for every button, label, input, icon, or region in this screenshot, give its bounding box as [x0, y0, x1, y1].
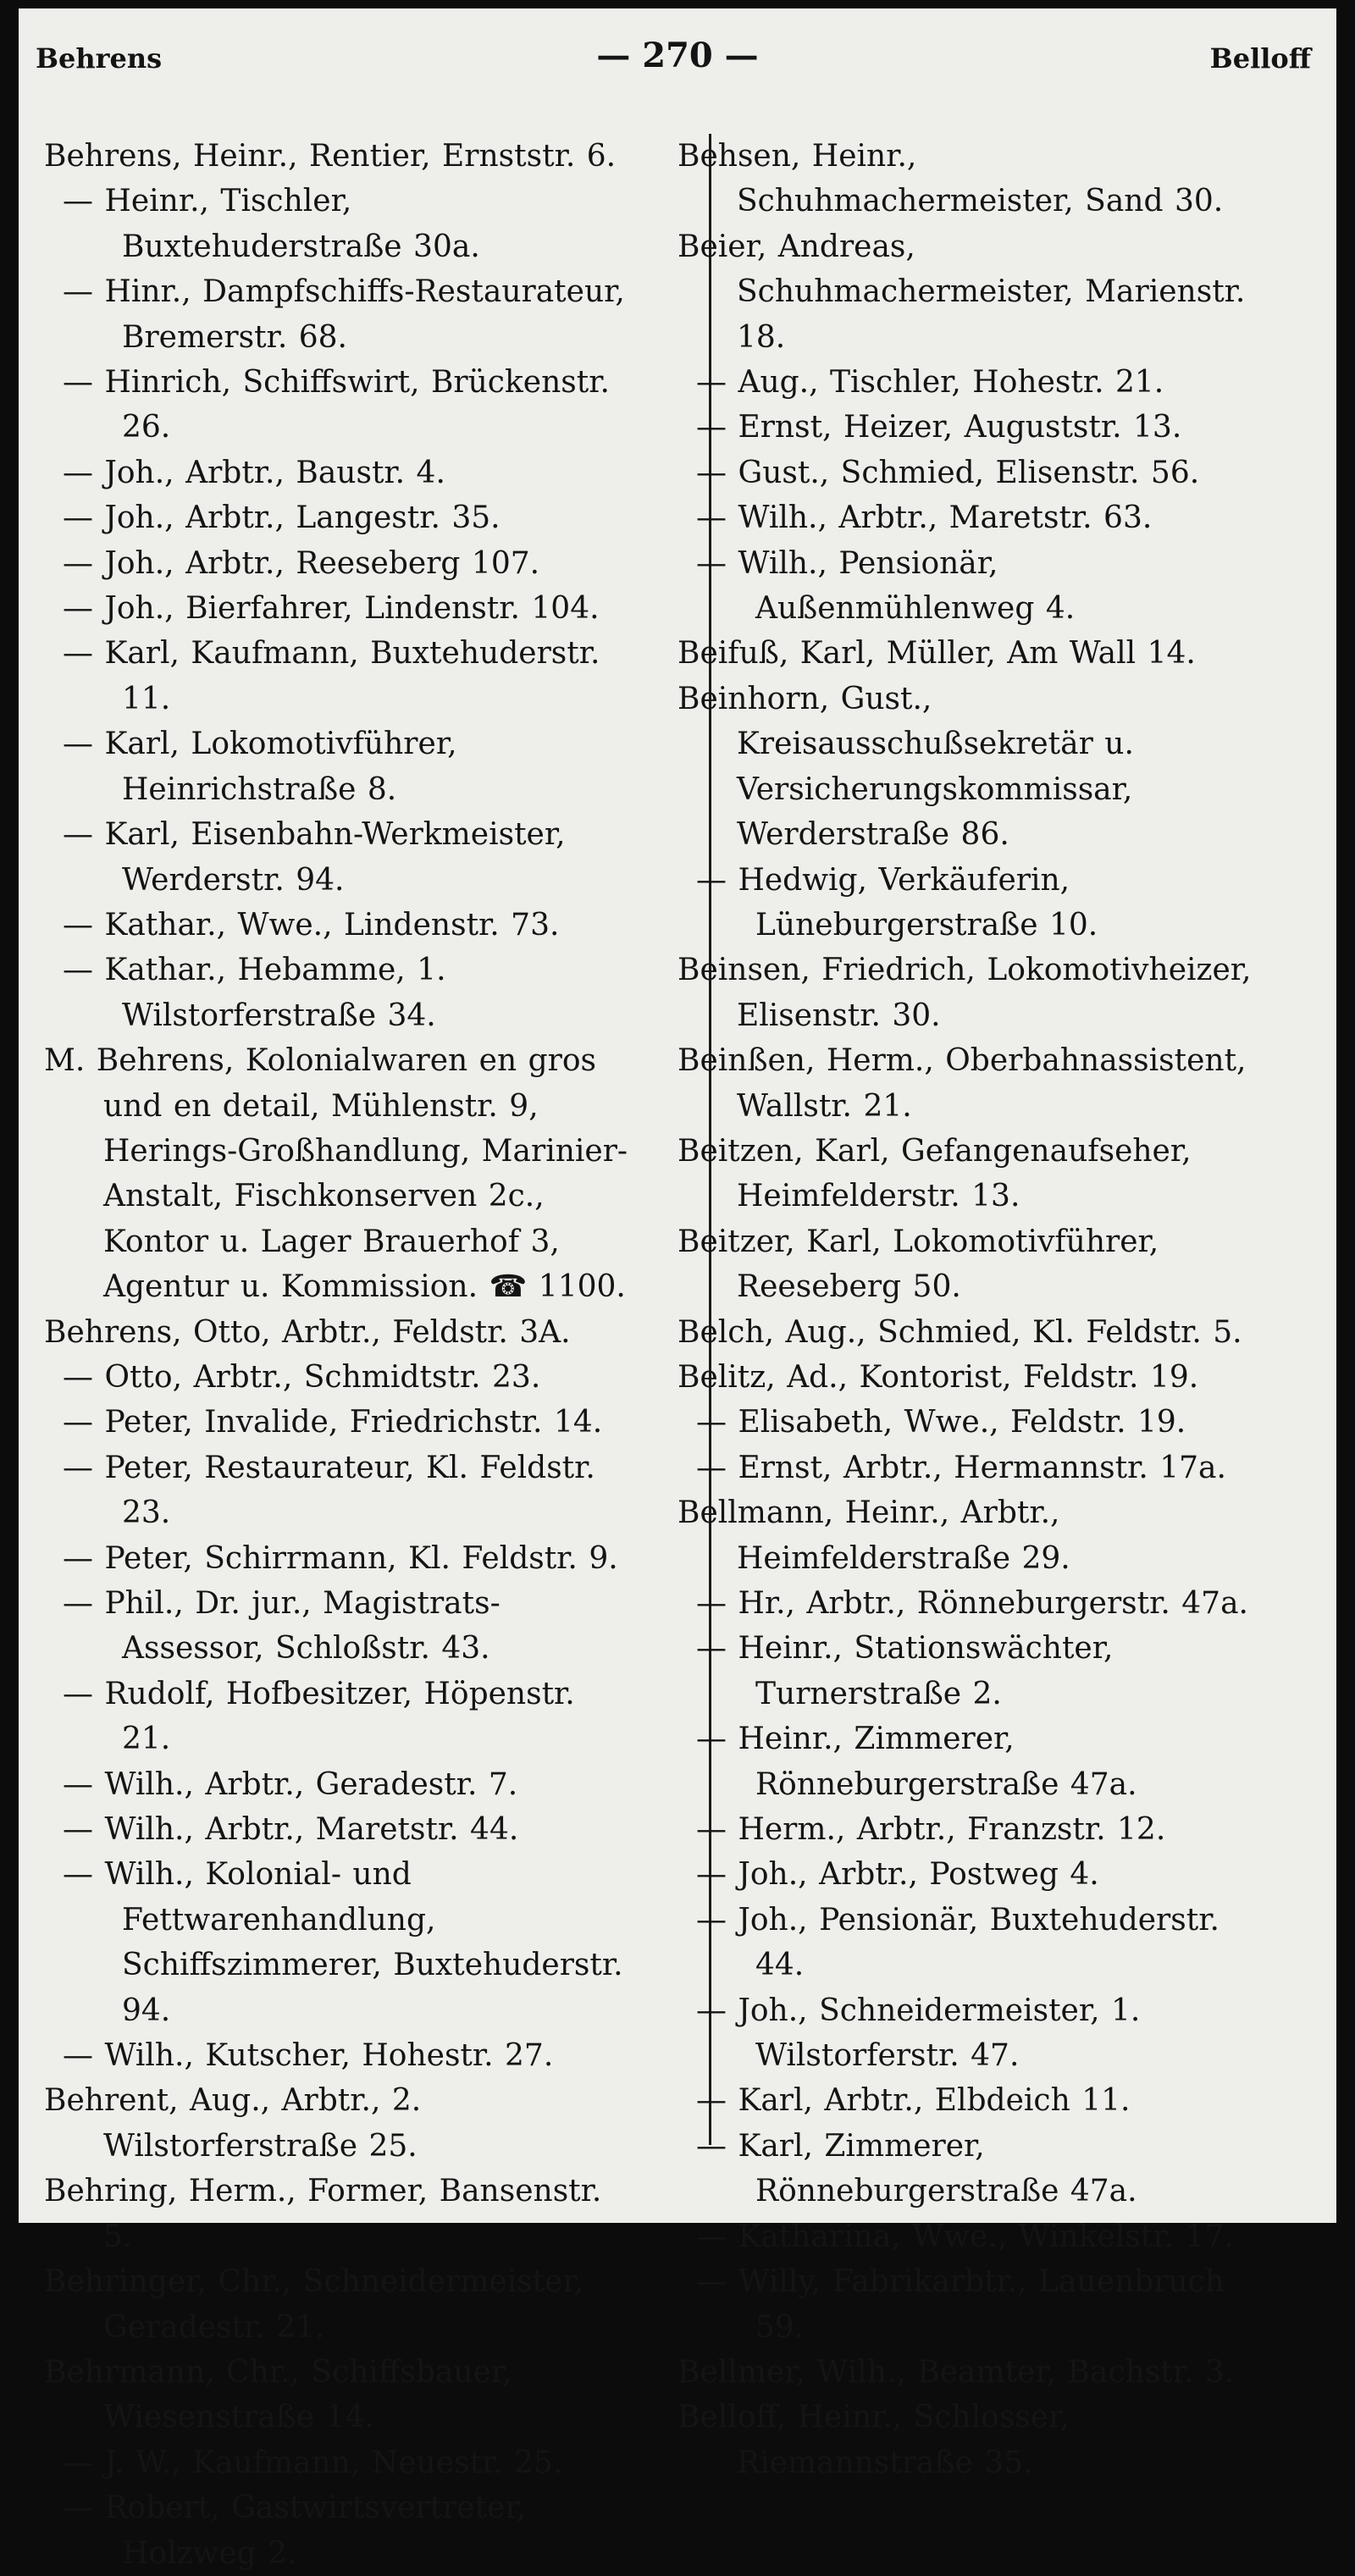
directory-entry: Beinsen, Friedrich, Lokomotivheizer, Elisenstr. 30.	[678, 953, 1252, 1033]
directory-entry: — Joh., Arbtr., Baustr. 4.	[63, 455, 445, 490]
directory-entry: — Joh., Arbtr., Reeseberg 107.	[63, 545, 540, 581]
directory-entry: Belitz, Ad., Kontorist, Feldstr. 19.	[678, 1359, 1199, 1395]
directory-entry: Bellmer, Wilh., Beamter, Bachstr. 3.	[678, 2354, 1235, 2390]
directory-entry: Behringer, Chr., Schneidermeister, Geradestr. 21.	[44, 2264, 584, 2345]
directory-entry: — Peter, Schirrmann, Kl. Feldstr. 9.	[63, 1540, 618, 1576]
directory-entry: — Hinrich, Schiffswirt, Brückenstr. 26.	[63, 365, 610, 445]
directory-entry: — Hr., Arbtr., Rönneburgerstr. 47a.	[696, 1586, 1248, 1621]
directory-entry: — Wilh., Arbtr., Geradestr. 7.	[63, 1766, 518, 1802]
directory-entry: — Peter, Restaurateur, Kl. Feldstr. 23.	[63, 1450, 595, 1531]
directory-entry: Beier, Andreas, Schuhmachermeister, Marienstr. 18.	[678, 229, 1246, 355]
directory-entry: — Robert, Gastwirtsvertreter, Holzweg 2.	[63, 2490, 527, 2571]
directory-entry: Beinhorn, Gust., Kreisausschußsekretär u. Versicherungskommissar, Werderstraße 86.	[678, 681, 1134, 853]
directory-entry: Behrens, Otto, Arbtr., Feldstr. 3A.	[44, 1314, 571, 1350]
directory-entry: — Wilh., Kolonial- und Fettwarenhandlung, Schiffszimmerer, Buxtehuderstr. 94.	[63, 1857, 623, 2028]
directory-entry: — Wilh., Arbtr., Maretstr. 63.	[696, 500, 1153, 536]
directory-entry: — Herm., Arbtr., Franzstr. 12.	[696, 1812, 1166, 1848]
directory-entry: — Karl, Arbtr., Elbdeich 11.	[696, 2083, 1131, 2119]
directory-entry: — Kathar., Wwe., Lindenstr. 73.	[63, 907, 560, 943]
directory-entry: Behsen, Heinr., Schuhmachermeister, Sand 30.	[678, 139, 1224, 219]
page-number: — 270 —	[596, 36, 759, 75]
directory-entry: Beitzen, Karl, Gefangenaufseher, Heimfelderstr. 13.	[678, 1133, 1192, 1214]
directory-entry: — Phil., Dr. jur., Magistrats-Assessor, Schloßstr. 43.	[63, 1586, 501, 1667]
directory-entry: Bellmann, Heinr., Arbtr., Heimfelderstraße 29.	[678, 1495, 1070, 1576]
directory-entry: — Wilh., Pensionär, Außenmühlenweg 4.	[696, 545, 1076, 627]
directory-entry: — Joh., Arbtr., Postweg 4.	[696, 1857, 1099, 1893]
directory-entry: — Joh., Arbtr., Langestr. 35.	[63, 500, 501, 536]
directory-entry: — Heinr., Zimmerer, Rönneburgerstraße 47a.	[696, 1722, 1137, 1802]
directory-page	[19, 8, 1336, 2571]
directory-entry: — Heinr., Stationswächter, Turnerstraße 2.	[696, 1631, 1114, 1711]
directory-entry: — Elisabeth, Wwe., Feldstr. 19.	[696, 1405, 1186, 1440]
directory-entry: — Hedwig, Verkäuferin, Lüneburgerstraße 10.	[696, 862, 1098, 943]
directory-entry: — Otto, Arbtr., Schmidtstr. 23.	[63, 1359, 541, 1395]
directory-entry: — Kathar., Hebamme, 1. Wilstorferstraße 34.	[63, 953, 446, 1033]
directory-entry: — Wilh., Arbtr., Maretstr. 44.	[63, 1812, 519, 1848]
directory-entry: Beitzer, Karl, Lokomotivführer, Reeseberg 50.	[678, 1224, 1159, 1305]
running-head-right: Belloff	[1209, 42, 1311, 75]
directory-entry: — Heinr., Tischler, Buxtehuderstraße 30a.	[63, 184, 480, 264]
directory-entry: Belloff, Heinr., Schlosser, Riemannstraße 35.	[678, 2400, 1070, 2480]
directory-entry: — Karl, Lokomotivführer, Heinrichstraße 8.	[63, 727, 457, 807]
directory-entry: — Hinr., Dampfschiffs-Restaurateur, Bremerstr. 68.	[63, 274, 625, 355]
directory-entry: Beinßen, Herm., Oberbahnassistent, Wallstr. 21.	[678, 1043, 1247, 1124]
directory-entry: — Wilh., Kutscher, Hohestr. 27.	[63, 2038, 554, 2074]
directory-entry: — Katharina, Wwe., Winkelstr. 17.	[696, 2219, 1234, 2254]
directory-entry: — Karl, Kaufmann, Buxtehuderstr. 11.	[63, 636, 600, 716]
directory-entry: — Aug., Tischler, Hohestr. 21.	[696, 365, 1164, 401]
directory-entry: — Karl, Eisenbahn-Werkmeister, Werderstr. 94.	[63, 817, 566, 898]
directory-entry: — Peter, Invalide, Friedrichstr. 14.	[63, 1405, 603, 1440]
directory-entry: Behrent, Aug., Arbtr., 2. Wilstorferstraße 25.	[44, 2083, 422, 2164]
directory-entry: Behrens, Heinr., Rentier, Ernststr. 6.	[44, 139, 617, 174]
directory-entry: — Ernst, Arbtr., Hermannstr. 17a.	[696, 1450, 1226, 1485]
directory-entry: — Ernst, Heizer, Auguststr. 13.	[696, 410, 1182, 445]
right-column	[678, 134, 1262, 2485]
directory-entry: — J. W., Kaufmann, Neuestr. 25.	[63, 2445, 563, 2480]
directory-entry: — Rudolf, Hofbesitzer, Höpenstr. 21.	[63, 1676, 575, 1757]
directory-entry: — Joh., Bierfahrer, Lindenstr. 104.	[63, 591, 600, 627]
directory-entry: Behring, Herm., Former, Bansenstr. 5.	[44, 2174, 602, 2254]
directory-entry: — Gust., Schmied, Elisenstr. 56.	[696, 455, 1200, 490]
directory-entry: — Joh., Schneidermeister, 1. Wilstorferstr. 47.	[696, 1993, 1141, 2074]
running-head-left: Behrens	[36, 42, 163, 75]
directory-entry: — Karl, Zimmerer, Rönneburgerstraße 47a.	[696, 2128, 1137, 2209]
directory-entry: — Willy, Fabrikarbtr., Lauenbruch 59.	[696, 2264, 1225, 2345]
directory-entry: Behrmann, Chr., Schiffsbauer, Wiesenstraße 14.	[44, 2354, 512, 2435]
left-column	[44, 134, 628, 2576]
directory-entry: Beifuß, Karl, Müller, Am Wall 14.	[678, 636, 1196, 672]
directory-entry: Belch, Aug., Schmied, Kl. Feldstr. 5.	[678, 1314, 1242, 1350]
directory-entry: — Joh., Pensionär, Buxtehuderstr. 44.	[696, 1902, 1220, 1983]
directory-entry: M. Behrens, Kolonialwaren en gros und en detail, Mühlenstr. 9, Herings-Großhandlung, Marinier-Anstalt, Fischkonserven 2c., Kontor u. Lager Brauerhof 3, Agentur u. Kommission. ☎ 1100.	[44, 1043, 628, 1305]
